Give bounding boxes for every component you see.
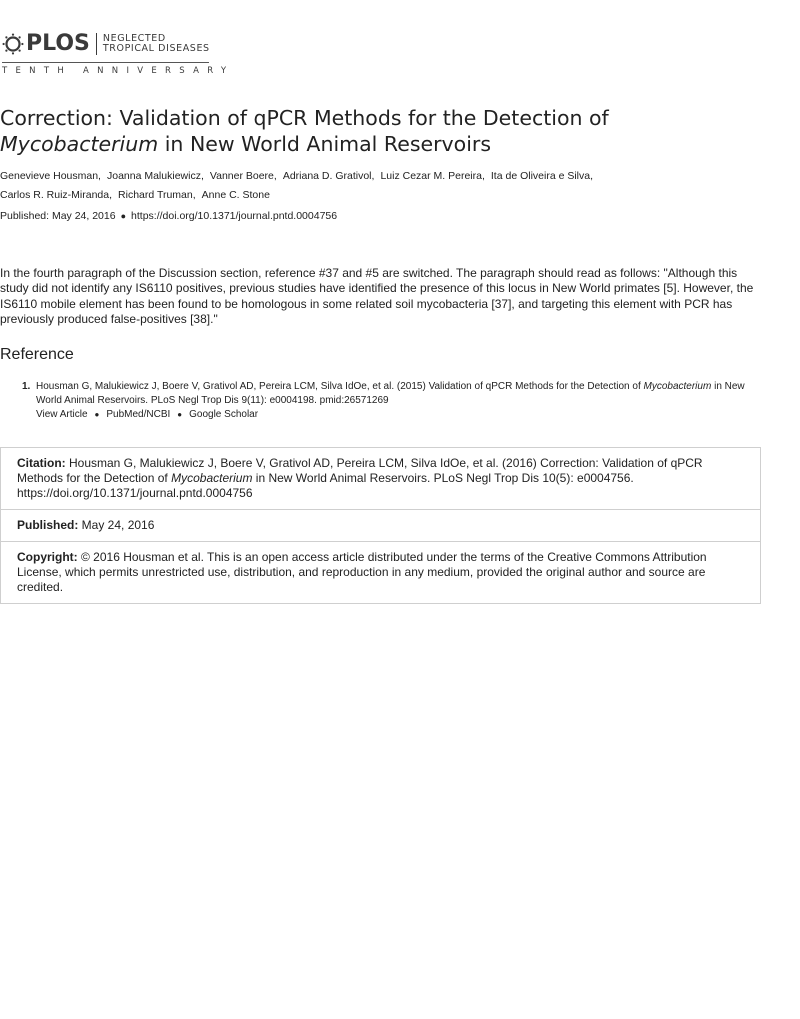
reference-list [24, 380, 759, 422]
reference-text [36, 380, 759, 408]
reference-text-start: Housman G, Malukiewicz J, Boere V, Grativol AD, Pereira LCM, Silva IdOe, et al. (2015) Validation of qPCR Methods for the Detection of [36, 381, 644, 392]
author-name[interactable]: Carlos R. Ruiz-Miranda, [0, 189, 113, 201]
title-text: Correction: Validation of qPCR Methods for the Detection of [0, 106, 609, 130]
logo-divider [96, 33, 97, 55]
reference-links [36, 408, 759, 422]
published-value: May 24, 2016 [78, 518, 155, 532]
author-name[interactable]: Richard Truman, [118, 189, 196, 201]
reference-text-end: in New World Animal Reservoirs. PLoS Negl Trop Dis 9(11): e0004198. pmid:26571269 [36, 381, 745, 406]
citation-row [1, 448, 760, 510]
logo-rule [2, 62, 209, 63]
reference-heading: Reference [0, 346, 74, 363]
journal-name-line2: TROPICAL DISEASES [102, 43, 210, 54]
plos-wordmark: PLOS [26, 31, 90, 56]
published-label: Published: [17, 518, 79, 532]
reference-number: 1. [22, 381, 31, 392]
author-name[interactable]: Ita de Oliveira e Silva, [490, 170, 594, 182]
bullet-separator: ● [177, 410, 183, 419]
journal-name-line1: NEGLECTED [102, 33, 166, 44]
author-name[interactable]: Adriana D. Grativol, [282, 170, 375, 182]
pubmed-link[interactable]: PubMed/NCBI [106, 409, 171, 420]
copyright-row [1, 542, 760, 603]
publication-info [0, 210, 337, 222]
plos-logo-icon [2, 33, 24, 55]
published-row [1, 510, 760, 542]
correction-body: In the fourth paragraph of the Discussion section, reference #37 and #5 are switched. The paragraph should read as follows: "Although this study did not identify any IS6110 positives, previous studies have identified the presence of this locus in New World primates [5]. However, the IS6110 mobile element has been found to be homologous in some related soil mycobacteria [37], and targeting this element with PCR has previously produced false-positives [38]." [0, 266, 754, 326]
citation-text-end: in New World Animal Reservoirs. PLoS Negl Trop Dis 10(5): e0004756. https://doi.org/10.1371/journal.pntd.0004756 [17, 471, 634, 500]
title-text-end: in New World Animal Reservoirs [158, 132, 492, 156]
view-article-link[interactable]: View Article [36, 409, 88, 420]
journal-logo [2, 30, 235, 78]
citation-text: Housman G, Malukiewicz J, Boere V, Grativol AD, Pereira LCM, Silva IdOe, et al. (2016) Correction: Validation of qPCR Methods for the Detection of [17, 456, 703, 485]
reference-item [24, 380, 759, 422]
reference-text-italic: Mycobacterium [643, 381, 712, 392]
author-name[interactable]: Vanner Boere, [209, 170, 277, 182]
copyright-label: Copyright: [17, 550, 78, 564]
author-list [0, 167, 760, 205]
article-title [0, 105, 640, 157]
title-italic: Mycobacterium [0, 132, 159, 156]
author-name[interactable]: Luiz Cezar M. Pereira, [380, 170, 485, 182]
journal-name [103, 34, 210, 54]
author-name[interactable]: Genevieve Housman, [0, 170, 101, 182]
author-name[interactable]: Joanna Malukiewicz, [106, 170, 204, 182]
citation-label: Citation: [17, 456, 66, 470]
copyright-text: © 2016 Housman et al. This is an open access article distributed under the terms of the Creative Commons Attribution License, which permits unrestricted use, distribution, and reproduction in any medium, provided the original author and source are credited. [17, 550, 707, 594]
article-info-box [0, 447, 761, 604]
google-scholar-link[interactable]: Google Scholar [189, 409, 259, 420]
author-name[interactable]: Anne C. Stone [201, 189, 270, 201]
doi-link[interactable]: https://doi.org/10.1371/journal.pntd.0004756 [131, 210, 338, 222]
citation-italic: Mycobacterium [171, 471, 253, 485]
anniversary-label: TENTH ANNIVERSARY [2, 66, 235, 76]
published-date: Published: May 24, 2016 [0, 210, 116, 222]
bullet-separator: ● [94, 410, 100, 419]
bullet-separator: ● [120, 211, 127, 221]
